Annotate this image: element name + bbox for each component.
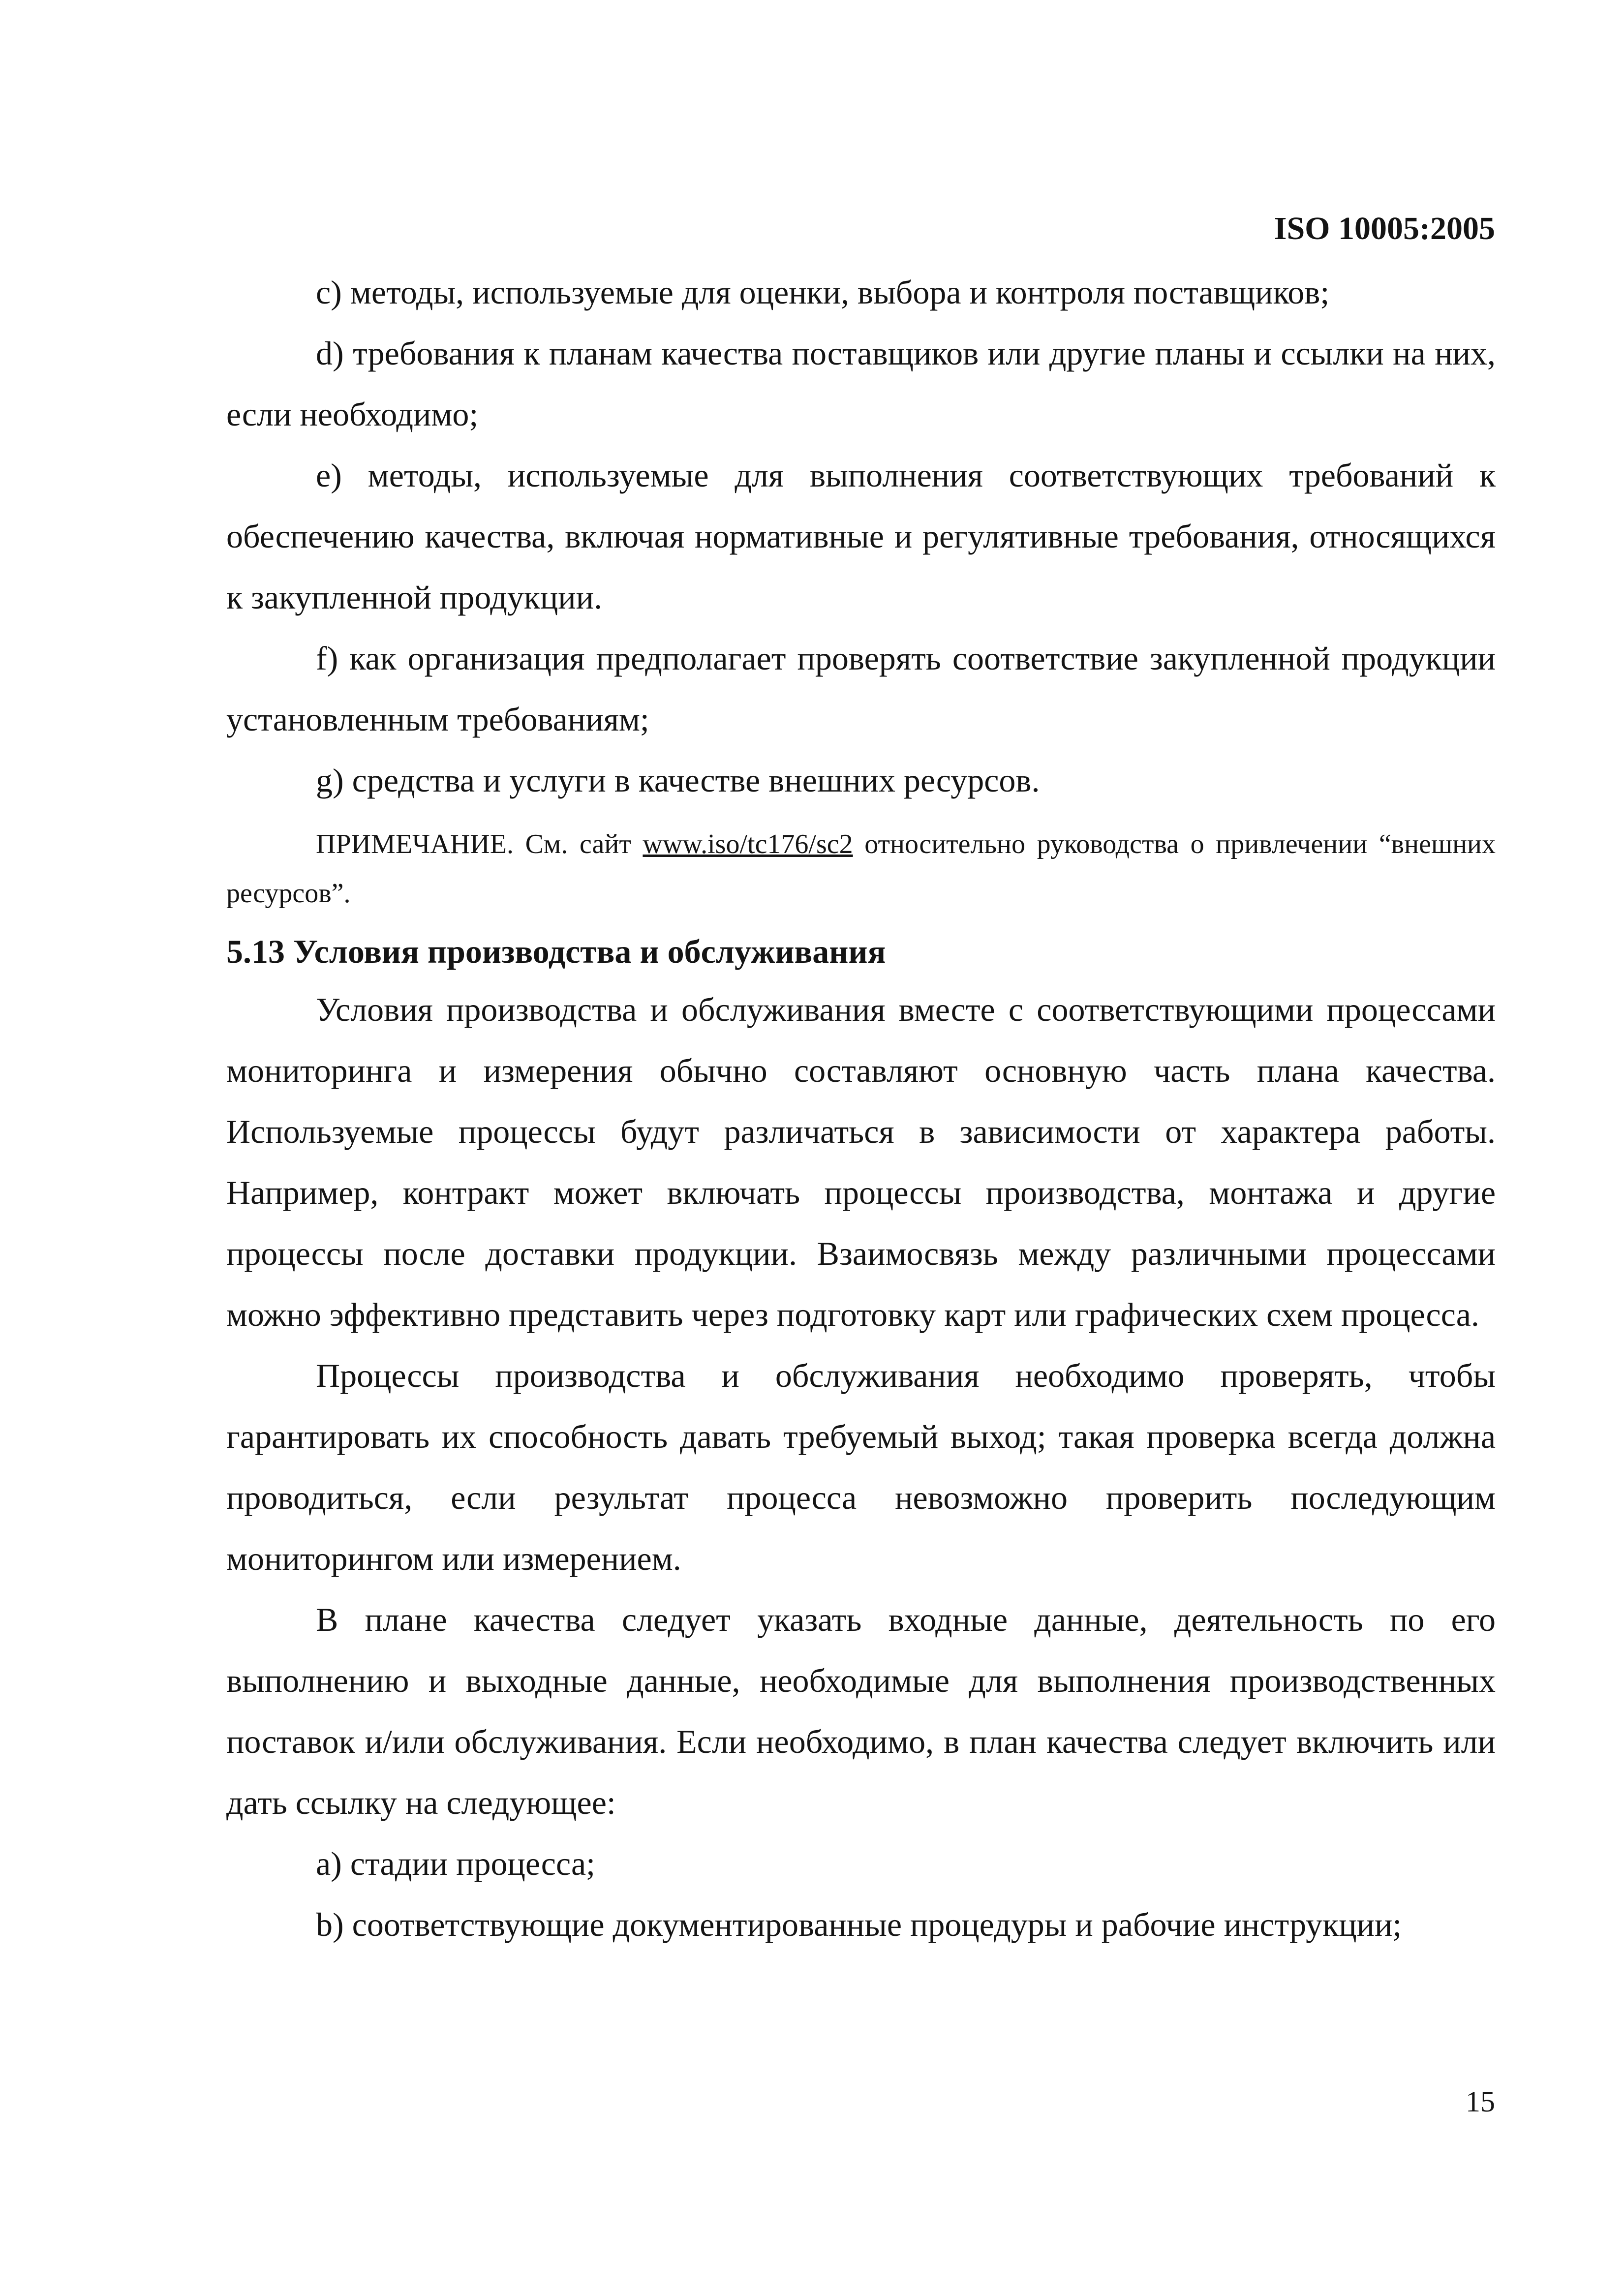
- standard-code-header: ISO 10005:2005: [1274, 211, 1495, 246]
- note-prefix: ПРИМЕЧАНИЕ. См. сайт: [316, 829, 643, 859]
- page-number: 15: [1466, 2085, 1495, 2118]
- note-link[interactable]: www.iso/tc176/sc2: [643, 829, 853, 859]
- section-list-item-a: a) стадии процесса;: [316, 1845, 596, 1882]
- section-paragraph-3: В плане качества следует указать входные данные, деятельность по его выполнению и выходные данные, необходимые для выполнения производственных поставок и/или обслуживания. Если необходимо, в план качества следует включить или дать ссылку на следующее:: [226, 1601, 1496, 1821]
- list-item-e: e) методы, используемые для выполнения соответствующих требований к обеспечению качества, включая нормативные и регулятивные требования, относящихся к закупленной продукции.: [226, 457, 1496, 616]
- section-paragraph-2: Процессы производства и обслуживания необходимо проверять, чтобы гарантировать их способность давать требуемый выход; такая проверка всегда должна проводиться, если результат процесса невозможно проверить последующим мониторингом или измерением.: [226, 1357, 1496, 1577]
- page-body: [226, 262, 1496, 1955]
- section-list-item-b: b) соответствующие документированные процедуры и рабочие инструкции;: [316, 1906, 1402, 1943]
- section-heading: 5.13 Условия производства и обслуживания: [226, 933, 886, 970]
- list-item-g: g) средства и услуги в качестве внешних ресурсов.: [316, 762, 1040, 799]
- list-item-c: c) методы, используемые для оценки, выбора и контроля поставщиков;: [316, 274, 1330, 311]
- note-paragraph: [226, 820, 1496, 918]
- section-paragraph-1: Условия производства и обслуживания вместе с соответствующими процессами мониторинга и измерения обычно составляют основную часть плана качества. Используемые процессы будут различаться в зависимости от характера работы. Например, контракт может включать процессы производства, монтажа и другие процессы после доставки продукции. Взаимосвязь между различными процессами можно эффективно представить через подготовку карт или графических схем процесса.: [226, 991, 1496, 1333]
- list-item-f: f) как организация предполагает проверять соответствие закупленной продукции установленным требованиям;: [226, 640, 1496, 738]
- note-suffix: относительно руководства о привлечении “внешних ресурсов”.: [226, 829, 1496, 909]
- list-item-d: d) требования к планам качества поставщиков или другие планы и ссылки на них, если необходимо;: [226, 335, 1496, 433]
